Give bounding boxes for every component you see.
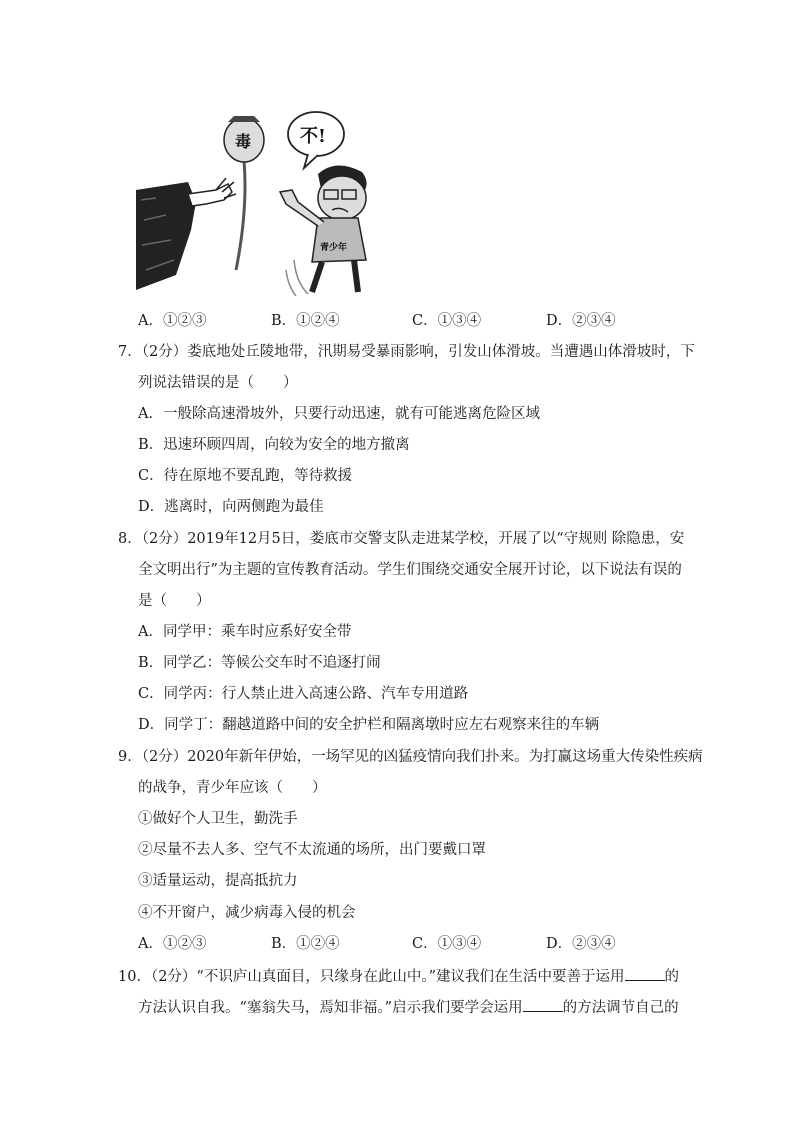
q9-item-2: ②尽量不去人多、空气不太流通的场所，出门要戴口罩: [138, 842, 486, 858]
q9-item-4: ④不开窗户，减少病毒入侵的机会: [138, 905, 356, 921]
q9-option-a[interactable]: A．①②③: [138, 936, 207, 952]
q6-option-b[interactable]: B．①②④: [271, 313, 340, 329]
q10-line1-text: 10．（2分）“不识庐山真面目，只缘身在此山中。”建议我们在生活中要善于运用: [118, 969, 625, 985]
q10-line2-text: 方法认识自我。“塞翁失马，焉知非福。”启示我们要学会运用: [138, 1000, 523, 1016]
q9-stem-line2: 的战争，青少年应该（ ）: [138, 780, 327, 796]
q7-stem-line2: 列说法错误的是（ ）: [138, 375, 298, 391]
q6-option-a[interactable]: A．①②③: [138, 313, 207, 329]
q9-option-c[interactable]: C．①③④: [412, 936, 482, 952]
q8-stem-line2: 全文明出行”为主题的宣传教育活动。学生们围绕交通安全展开讨论，以下说法有误的: [138, 562, 682, 578]
dark-sleeve: [136, 182, 196, 290]
q6-option-d[interactable]: D．②③④: [546, 313, 616, 329]
q9-option-d[interactable]: D．②③④: [546, 936, 616, 952]
q10-stem-line1: [118, 965, 679, 987]
q7-stem-line1: 7．（2分）娄底地处丘陵地带，汛期易受暴雨影响，引发山体滑坡。当遭遇山体滑坡时，下: [118, 344, 695, 360]
q9-option-b[interactable]: B．①②④: [271, 936, 340, 952]
boy-legs: [312, 260, 358, 292]
q10-stem-line2: [138, 996, 679, 1018]
q8-stem-line1: 8．（2分）2019年12月5日，娄底市交警支队走进某学校，开展了以“守规则 除隐患，安: [118, 531, 685, 547]
q8-stem-line3: 是（ ）: [138, 593, 211, 609]
speech-text: 不!: [300, 126, 326, 147]
q9-item-1: ①做好个人卫生，勤洗手: [138, 811, 298, 827]
q8-option-c[interactable]: C．同学丙：行人禁止进入高速公路、汽车专用道路: [138, 686, 469, 702]
q6-option-c[interactable]: C．①③④: [412, 313, 482, 329]
q7-option-a[interactable]: A．一般除高速滑坡外，只要行动迅速，就有可能逃离危险区域: [138, 406, 540, 422]
q8-option-b[interactable]: B．同学乙：等候公交车时不追逐打闹: [138, 655, 381, 671]
q10-blank-2[interactable]: [523, 996, 563, 1012]
q10-line2-end: 的方法调节自己的: [562, 1000, 679, 1016]
q10-blank-1[interactable]: [625, 965, 665, 981]
skeleton-hand: [188, 184, 232, 206]
q9-item-3: ③适量运动，提高抵抗力: [138, 873, 298, 889]
boy-body: [312, 218, 366, 262]
shirt-label: 青少年: [320, 243, 348, 253]
anti-drug-cartoon: [136, 110, 376, 296]
q7-option-d[interactable]: D．逃离时，向两侧跑为最佳: [138, 499, 324, 515]
q10-line1-end: 的: [664, 969, 679, 985]
poison-label: 毒: [235, 132, 252, 151]
q9-stem-line1: 9．（2分）2020年新年伊始，一场罕见的凶猛疫情向我们扑来。为打赢这场重大传染性疾病: [118, 749, 703, 765]
q7-option-b[interactable]: B．迅速环顾四周，向较为安全的地方撤离: [138, 437, 410, 453]
flower-stem: [236, 160, 245, 270]
q8-option-a[interactable]: A．同学甲：乘车时应系好安全带: [138, 624, 352, 640]
q8-option-d[interactable]: D．同学丁：翻越道路中间的安全护栏和隔离墩时应左右观察来往的车辆: [138, 717, 600, 733]
q7-option-c[interactable]: C．待在原地不要乱跑，等待救援: [138, 468, 353, 484]
